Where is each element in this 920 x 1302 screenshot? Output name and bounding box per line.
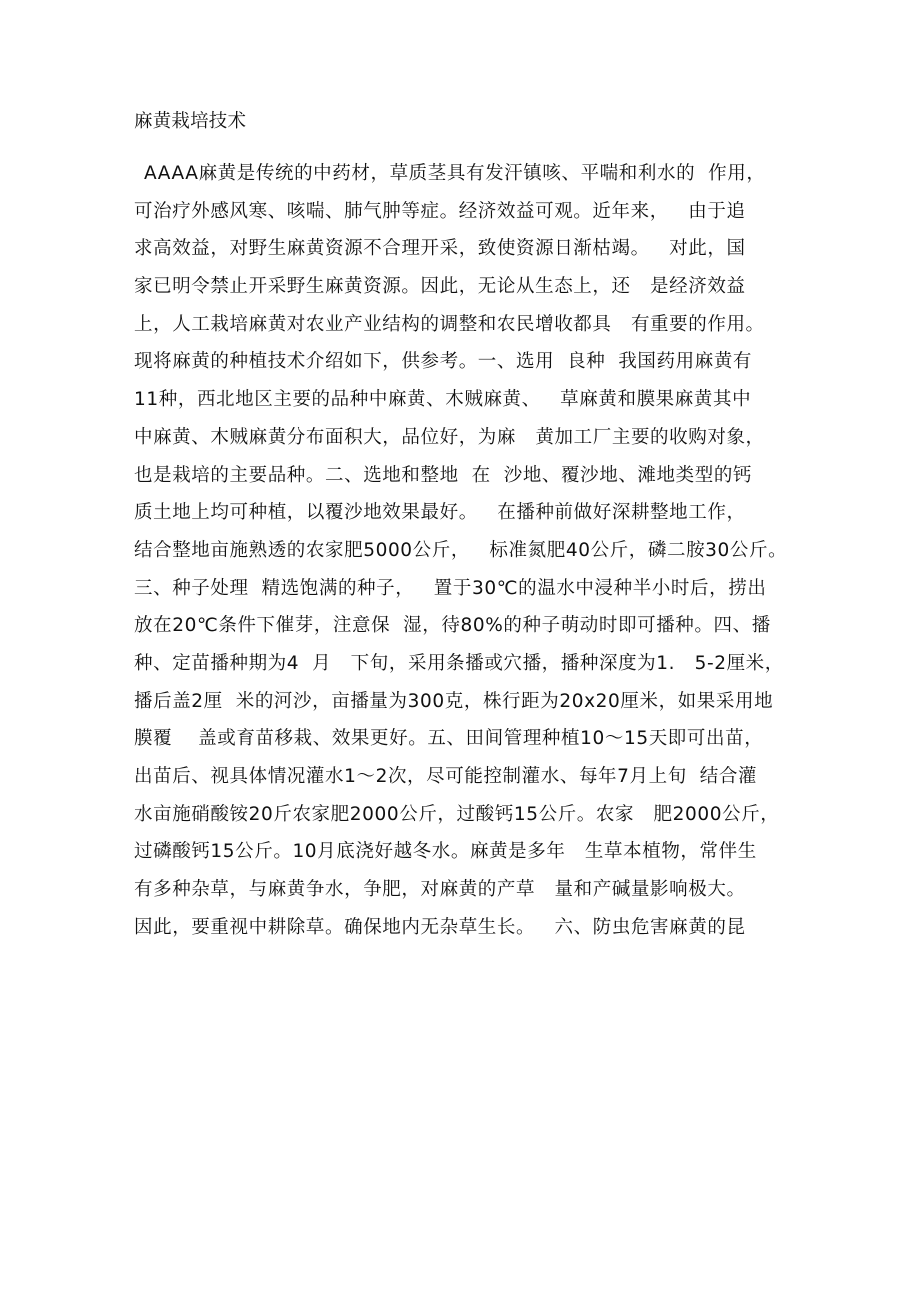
body-line-10: 质土地上均可种植，以覆沙地效果最好。 在播种前做好深耕整地工作， bbox=[134, 502, 746, 524]
body-line-18: 水亩施硝酸铵20斤农家肥2000公斤，过酸钙15公斤。农家 肥2000公斤， bbox=[134, 803, 780, 825]
body-line-15: 播后盖2厘 米的河沙，亩播量为300克，株行距为20x20厘米，如果采用地 bbox=[134, 690, 774, 712]
document-body bbox=[134, 155, 814, 946]
body-line-14: 种、定苗播种期为4 月 下旬，采用条播或穴播，播种深度为1. 5-2厘米， bbox=[134, 652, 784, 674]
body-line-1: AAAA麻黄是传统的中药材，草质茎具有发汗镇咳、平喘和利水的 作用， bbox=[144, 163, 766, 184]
body-line-13: 放在20℃条件下催芽，注意保 湿，待80%的种子萌动时即可播种。四、播 bbox=[134, 615, 771, 637]
body-line-9: 也是栽培的主要品种。二、选地和整地 在 沙地、覆沙地、滩地类型的钙 bbox=[134, 464, 753, 486]
body-line-21: 因此，要重视中耕除草。确保地内无杂草生长。 六、防虫危害麻黄的昆 bbox=[134, 916, 746, 938]
document-title: 麻黄栽培技术 bbox=[134, 111, 247, 132]
body-line-3: 求高效益，对野生麻黄资源不合理开采，致使资源日渐枯竭。 对此，国 bbox=[134, 238, 746, 260]
body-line-11: 结合整地亩施熟透的农家肥5000公斤， 标准氮肥40公斤，磷二胺30公斤。 bbox=[134, 539, 788, 561]
body-line-4: 家已明令禁止开采野生麻黄资源。因此，无论从生态上，还 是经济效益 bbox=[134, 276, 746, 298]
body-line-12: 三、种子处理 精选饱满的种子， 置于30℃的温水中浸种半小时后，捞出 bbox=[134, 577, 767, 599]
body-line-19: 过磷酸钙15公斤。10月底浇好越冬水。麻黄是多年 生草本植物，常伴生 bbox=[134, 841, 757, 863]
body-line-17: 出苗后、视具体情况灌水1～2次，尽可能控制灌水、每年7月上旬 结合灌 bbox=[134, 766, 758, 787]
body-line-2: 可治疗外感风寒、咳喘、肺气肿等症。经济效益可观。近年来， 由于追 bbox=[134, 200, 746, 222]
body-line-5: 上，人工栽培麻黄对农业产业结构的调整和农民增收都具 有重要的作用。 bbox=[134, 313, 765, 335]
body-line-8: 中麻黄、木贼麻黄分布面积大，品位好，为麻 黄加工厂主要的收购对象， bbox=[134, 426, 765, 448]
body-line-6: 现将麻黄的种植技术介绍如下，供参考。一、选用 良种 我国药用麻黄有 bbox=[134, 351, 753, 373]
body-line-7: 11种，西北地区主要的品种中麻黄、木贼麻黄、 草麻黄和膜果麻黄其中 bbox=[134, 389, 752, 411]
body-line-20: 有多种杂草，与麻黄争水，争肥，对麻黄的产草 量和产碱量影响极大。 bbox=[134, 879, 746, 901]
body-line-16: 膜覆 盖或育苗移栽、效果更好。五、田间管理种植10～15天即可出苗， bbox=[134, 728, 764, 750]
